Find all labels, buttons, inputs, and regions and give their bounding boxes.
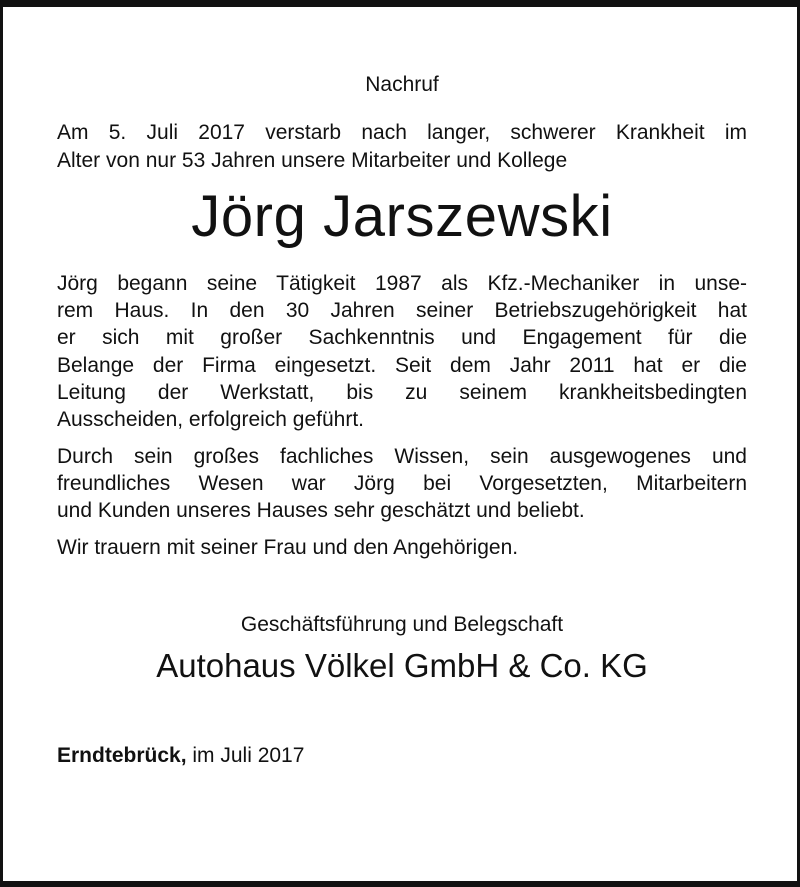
obituary-notice: [57, 71, 747, 769]
intro-text: [57, 119, 747, 174]
paragraph-line: Durch sein großes fachliches Wissen, sein ausgewogenes und: [57, 444, 747, 468]
place-name: Erndtebrück,: [57, 744, 187, 768]
paragraph-line: Jörg begann seine Tätigkeit 1987 als Kfz.-Mechaniker in unse-: [57, 271, 747, 295]
paragraph-line: Ausscheiden, erfolgreich geführt.: [57, 408, 365, 432]
paragraph-line: Belange der Firma eingesetzt. Seit dem Jahr 2011 hat er die: [57, 353, 747, 377]
paragraph-line: rem Haus. In den 30 Jahren seiner Betriebszugehörigkeit hat: [57, 299, 747, 323]
paragraph-line: er sich mit großer Sachkenntnis und Engagement für die: [57, 326, 747, 350]
intro-line: Alter von nur 53 Jahren unsere Mitarbeiter und Kollege: [57, 148, 568, 172]
intro-line: Am 5. Juli 2017 verstarb nach langer, schwerer Krankheit im: [57, 121, 747, 145]
mourning-paragraph: Wir trauern mit seiner Frau und den Angehörigen.: [57, 535, 519, 559]
dateline: [57, 742, 747, 769]
deceased-name: Jörg Jarszewski: [191, 183, 613, 249]
paragraph-line: freundliches Wesen war Jörg bei Vorgesetzten, Mitarbeitern: [57, 471, 747, 495]
date-text: im Juli 2017: [186, 744, 305, 768]
notice-heading: Nachruf: [365, 73, 439, 96]
paragraph-line: Leitung der Werkstatt, bis zu seinem krankheitsbedingten: [57, 381, 747, 405]
company-name: Autohaus Völkel GmbH & Co. KG: [156, 647, 648, 685]
career-paragraph: [57, 270, 747, 434]
paragraph-line: und Kunden unseres Hauses sehr geschätzt und beliebt.: [57, 499, 585, 523]
appreciation-paragraph: [57, 443, 747, 525]
signoff-line: Geschäftsführung und Belegschaft: [240, 612, 564, 636]
